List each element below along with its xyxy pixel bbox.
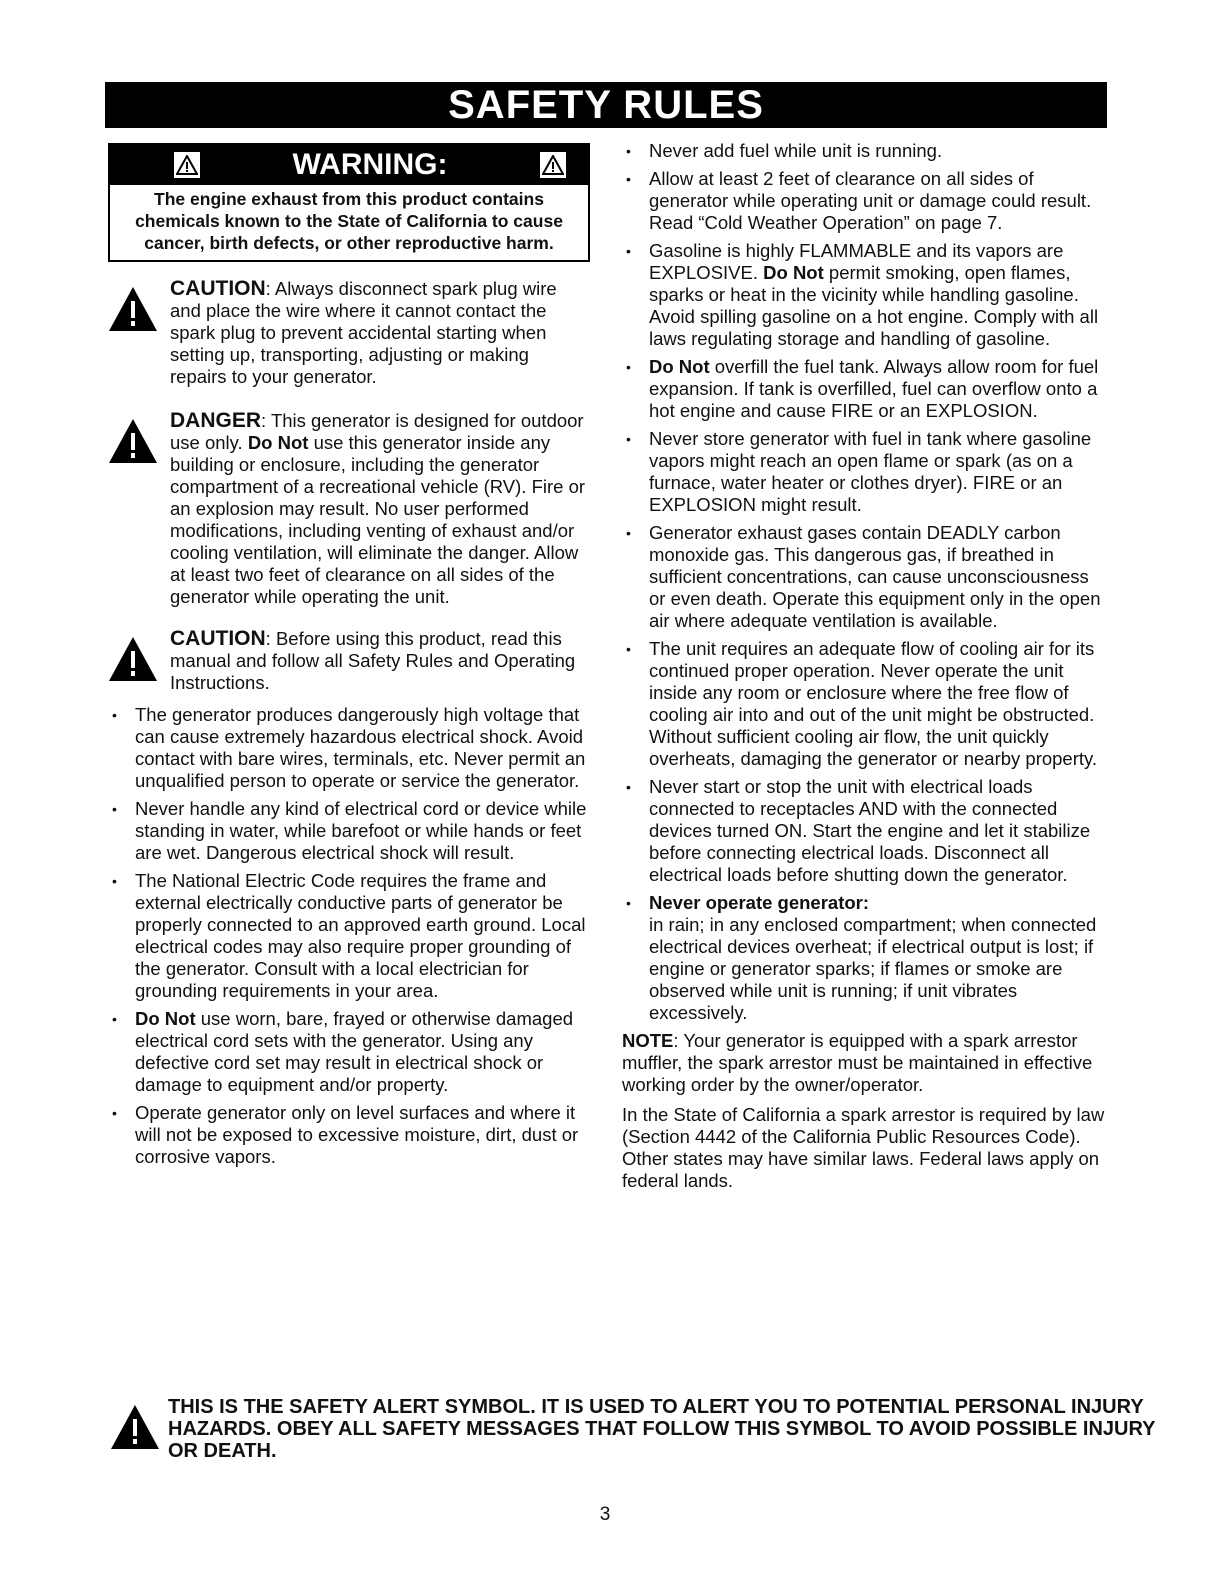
left-column <box>108 143 590 1174</box>
caution-read-manual <box>108 628 590 694</box>
safety-alert-text: THIS IS THE SAFETY ALERT SYMBOL. IT IS USED TO ALERT YOU TO POTENTIAL PERSONAL INJURY HAZARDS. OBEY ALL SAFETY MESSAGES THAT FOLLOW THIS SYMBOL TO AVOID POSSIBLE INJURY OR DEATH. <box>168 1396 1156 1462</box>
caution-keyword: CAUTION <box>170 627 266 650</box>
list-item: • Never handle any kind of electrical cord or device while standing in water, while barefoot or while hands or feet are wet. Dangerous electrical shock will result. <box>108 798 590 864</box>
page-number: 3 <box>599 1504 611 1525</box>
do-not-label: Do Not <box>763 262 824 283</box>
danger-text: : This generator is designed for outdoor use only. <box>170 410 584 453</box>
list-item: • Generator exhaust gases contain DEADLY carbon monoxide gas. This dangerous gas, if breathed in sufficient concentrations, can cause unconsciousness or even death. Operate this equipment only in the open air where adequate ventilation is available. <box>622 522 1106 632</box>
list-item: • Allow at least 2 feet of clearance on all sides of generator while operating unit or damage could result. Read “Cold Weather Operation” on page 7. <box>622 168 1106 234</box>
list-item <box>108 1008 590 1096</box>
danger-text-cont: use this generator inside any building or enclosure, including the generator compartment of a recreational vehicle (RV). Fire or an explosion may result. No user performed modifications, including venting of exhaust and/or cooling ventilation, will eliminate the danger. Allow at least two feet of clearance on all sides of the generator while operating the unit. <box>170 432 586 607</box>
danger-keyword: DANGER <box>170 409 262 432</box>
warning-header <box>110 145 588 185</box>
right-column <box>622 140 1106 1200</box>
warning-alert-icon <box>174 152 200 178</box>
do-not-label: Do Not <box>135 1008 196 1029</box>
list-item-text: permit smoking, open flames, sparks or heat in the vicinity while handling gasoline. Avoid spilling gasoline on a hot engine. Comply with all laws regulating storage and handling of gasoline. <box>649 262 1099 349</box>
note-label: NOTE <box>622 1030 674 1051</box>
safety-alert-icon <box>110 1404 160 1450</box>
list-item-text: use worn, bare, frayed or otherwise damaged electrical cord sets with the generator. Using any defective cord set may result in electrical shock or damage to equipment and/or property. <box>135 1008 574 1095</box>
list-item: • The unit requires an adequate flow of cooling air for its continued proper operation. Never operate the unit inside any room or enclosure where the free flow of cooling air into and out of the unit might be obstructed. Without sufficient cooling air flow, the unit quickly overheats, damaging the generator or nearby property. <box>622 638 1106 770</box>
list-item: • Never add fuel while unit is running. <box>622 140 1106 162</box>
safety-alert-icon <box>108 418 158 464</box>
safety-alert-icon <box>108 286 158 332</box>
safety-alert-icon <box>108 636 158 682</box>
safety-alert-symbol-notice <box>110 1396 1158 1462</box>
list-item: • Operate generator only on level surfaces and where it will not be exposed to excessive moisture, dirt, dust or corrosive vapors. <box>108 1102 590 1168</box>
caution-text: : Before using this product, read this manual and follow all Safety Rules and Operating Instructions. <box>170 628 576 693</box>
list-item: • The generator produces dangerously high voltage that can cause extremely hazardous electrical shock. Avoid contact with bare wires, terminals, etc. Never permit an unqualified person to operate or service the generator. <box>108 704 590 792</box>
right-bullet-list <box>622 140 1106 1024</box>
list-item: • The National Electric Code requires the frame and external electrically conductive parts of generator be properly connected to an approved earth ground. Local electrical codes may also require proper grounding of the generator. Consult with a local electrician for grounding requirements in your area. <box>108 870 590 1002</box>
warning-title: WARNING: <box>292 148 448 181</box>
list-item-text: overfill the fuel tank. Always allow room for fuel expansion. If tank is overfilled, fuel can overflow onto a hot engine and cause FIRE or an EXPLOSION. <box>649 356 1099 421</box>
danger-do-not: Do Not <box>247 432 309 453</box>
list-item <box>622 240 1106 350</box>
do-not-label: Do Not <box>649 356 710 377</box>
list-item-text: in rain; in any enclosed compartment; when connected electrical devices overheat; if electrical output is lost; if engine or generator sparks; if flames or smoke are observed while unit is running; if unit vibrates excessively. <box>649 914 1097 1023</box>
danger-outdoor-use <box>108 410 590 608</box>
caution-keyword: CAUTION <box>170 277 266 300</box>
caution-spark-plug <box>108 278 590 388</box>
warning-alert-icon <box>540 152 566 178</box>
caution-text: : Always disconnect spark plug wire and place the wire where it cannot contact the spark plug to prevent accidental starting when setting up, transporting, adjusting or making repairs to your generator. <box>170 278 557 387</box>
note-paragraph <box>622 1030 1106 1096</box>
note-text: : Your generator is equipped with a spark arrestor muffler, the spark arrestor must be maintained in effective working order by the owner/operator. <box>622 1030 1093 1095</box>
list-item <box>622 892 1106 1024</box>
list-item: • Never store generator with fuel in tank where gasoline vapors might reach an open flame or spark (as on a furnace, water heater or clothes dryer). FIRE or an EXPLOSION might result. <box>622 428 1106 516</box>
list-item <box>622 356 1106 422</box>
never-operate-heading: Never operate generator: <box>649 892 870 913</box>
california-paragraph: In the State of California a spark arrestor is required by law (Section 4442 of the California Public Resources Code). Other states may have similar laws. Federal laws apply on federal lands. <box>622 1104 1105 1191</box>
warning-box <box>108 143 590 262</box>
left-bullet-list <box>108 704 590 1168</box>
list-item-text: Gasoline is highly FLAMMABLE and its vapors are EXPLOSIVE. <box>649 240 1064 283</box>
warning-text: The engine exhaust from this product contains chemicals known to the State of California to cause cancer, birth defects, or other reproductive harm. <box>135 189 563 253</box>
page-banner: SAFETY RULES <box>105 82 1107 128</box>
list-item: • Never start or stop the unit with electrical loads connected to receptacles AND with the connected devices turned ON. Start the engine and let it stabilize before connecting electrical loads. Disconnect all electrical loads before shutting down the generator. <box>622 776 1106 886</box>
